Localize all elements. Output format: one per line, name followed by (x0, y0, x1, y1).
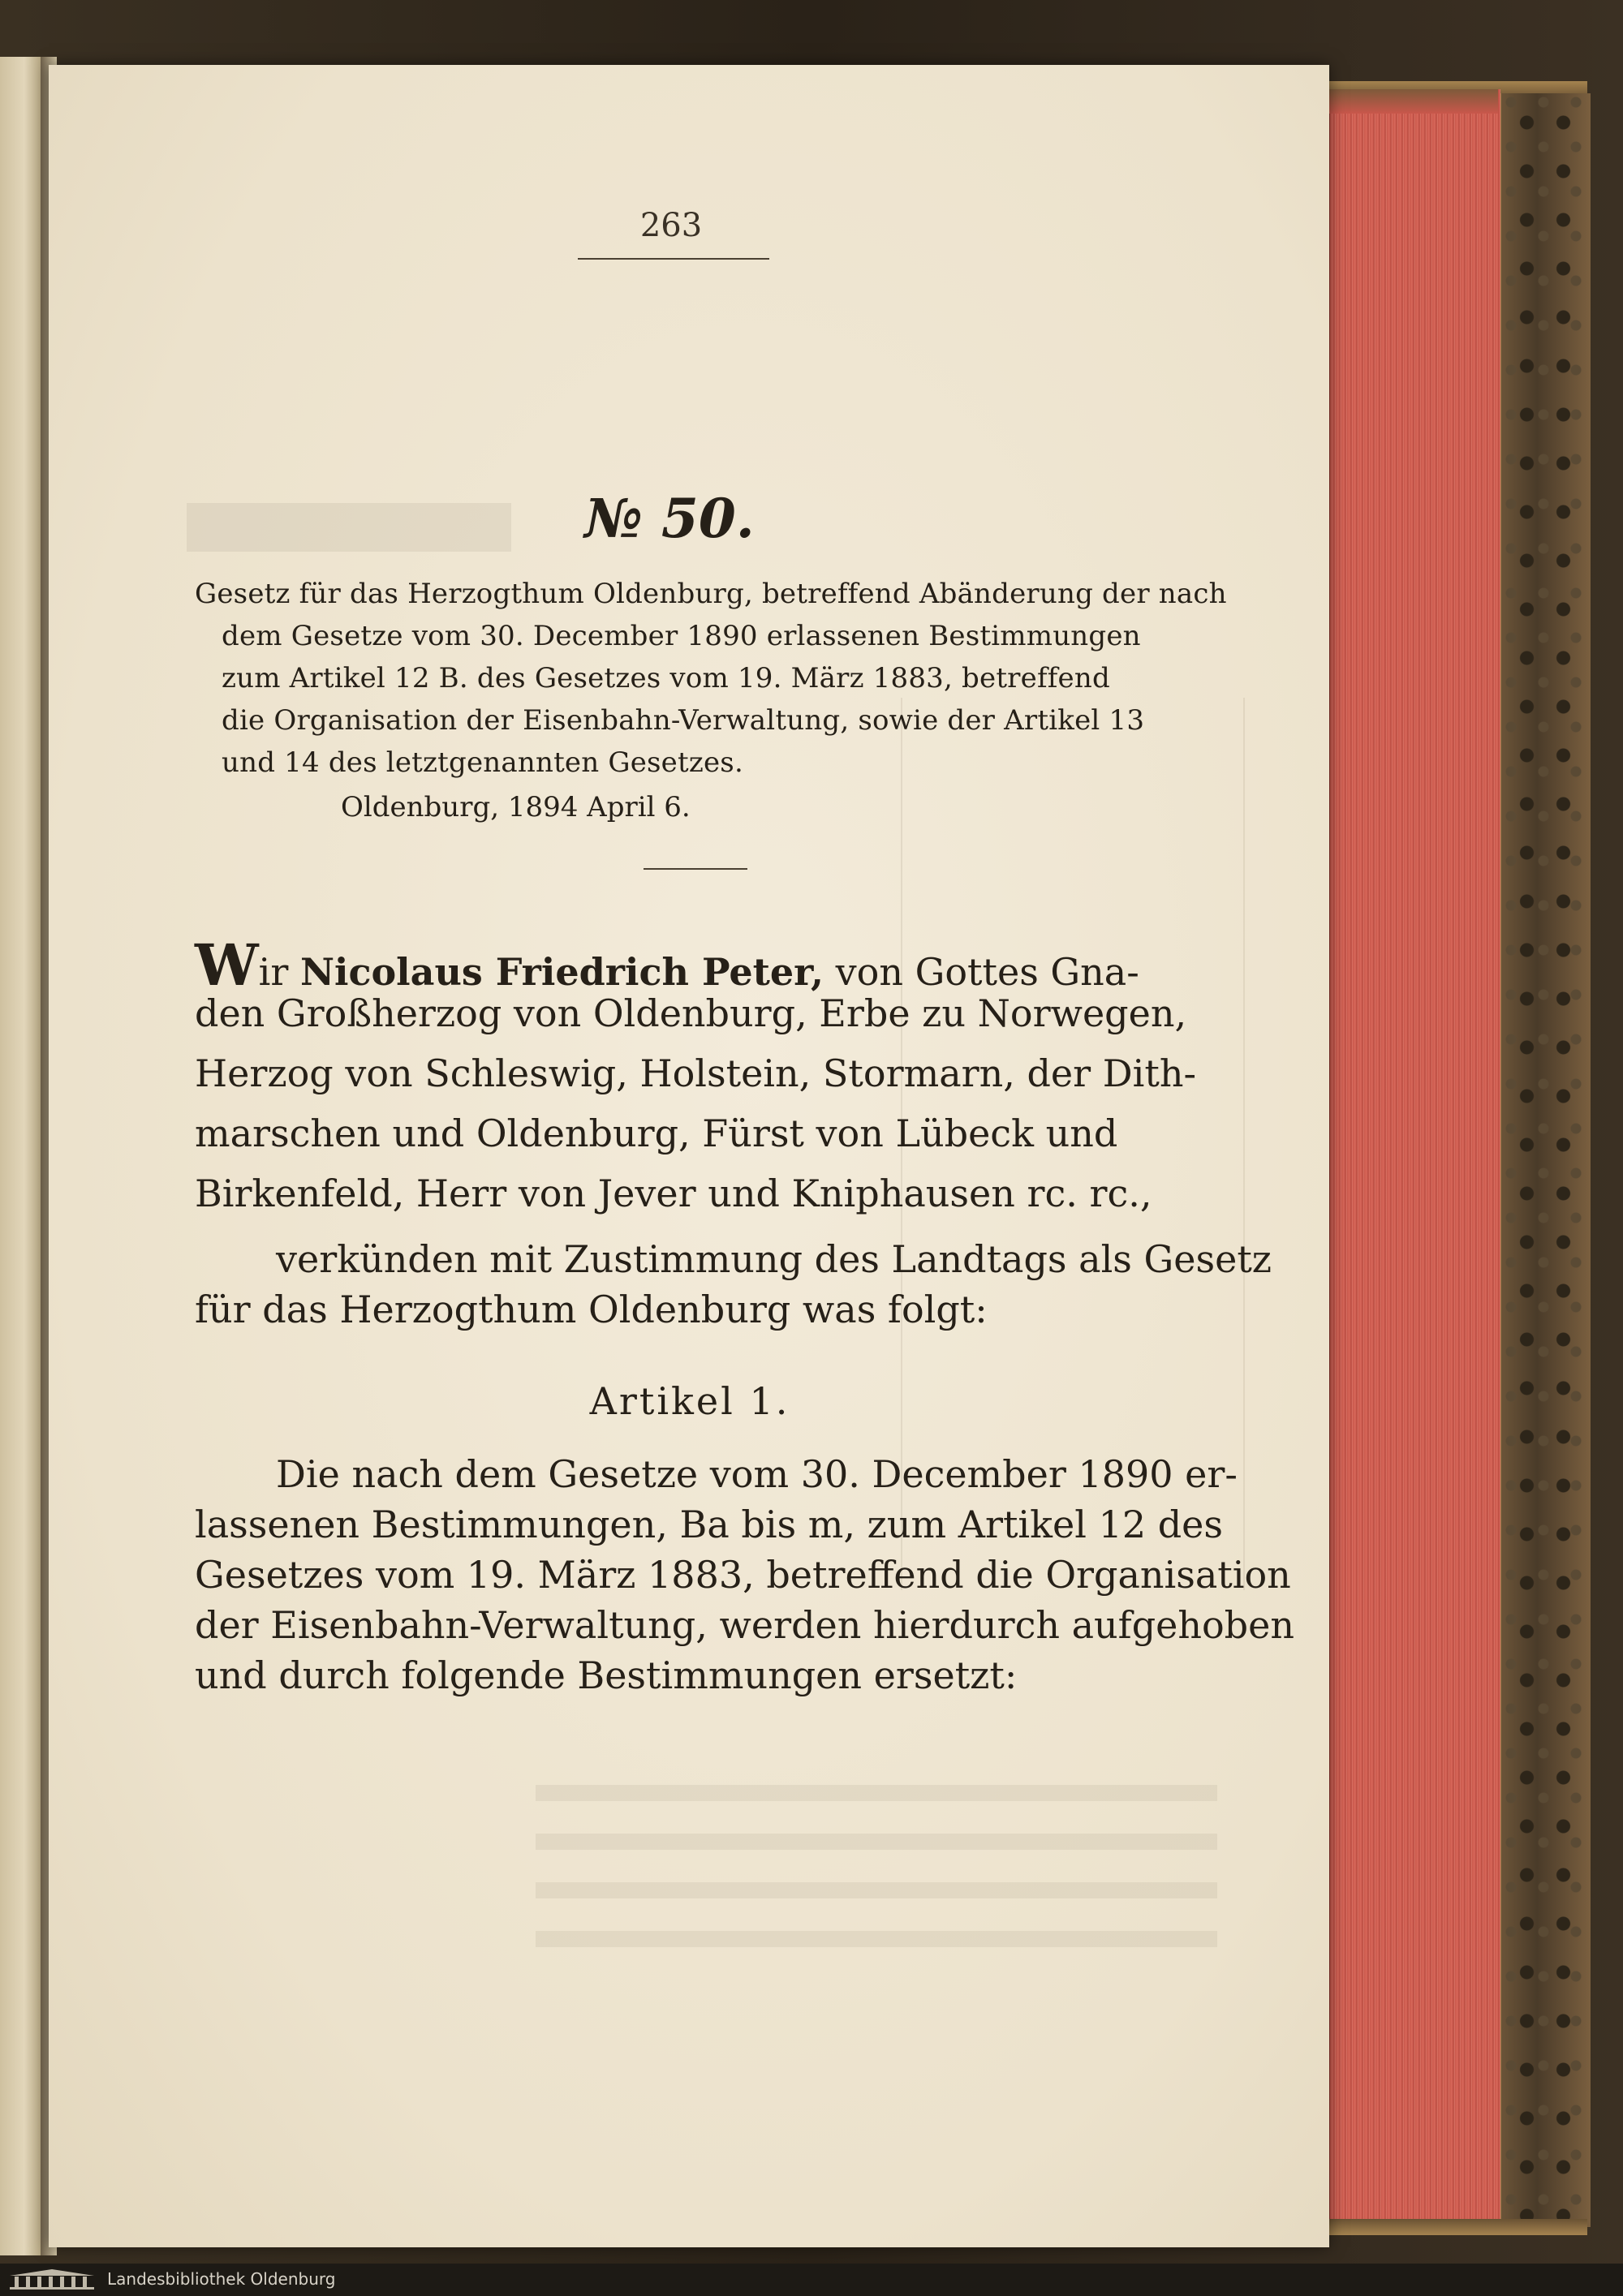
page-edges-red (1328, 89, 1500, 2231)
decree-line-1: verkünden mit Zustimmung des Landtags als Gesetz (276, 1237, 1272, 1281)
initial-rest: ir (258, 950, 289, 994)
law-number: № 50. (584, 487, 755, 550)
article-heading: Artikel 1. (589, 1379, 790, 1423)
cover-edge-bottom (1328, 2219, 1587, 2235)
proclamation-line-4: marschen und Oldenburg, Fürst von Lübeck und (195, 1111, 1118, 1155)
place-date: Oldenburg, 1894 April 6. (341, 791, 691, 823)
proclamation-line-2: den Großherzog von Oldenburg, Erbe zu Norwegen, (195, 991, 1187, 1035)
proclamation-line-5: Birkenfeld, Herr von Jever und Kniphausen rc. rc., (195, 1172, 1152, 1215)
article-line-2: lassenen Bestimmungen, Ba bis m, zum Artikel 12 des (195, 1503, 1223, 1546)
title-line-3: zum Artikel 12 B. des Gesetzes vom 19. März 1883, betreffend (222, 662, 1110, 694)
article-line-5: und durch folgende Bestimmungen ersetzt: (195, 1653, 1018, 1697)
document-page (49, 65, 1329, 2247)
bleed-through-lines (536, 1785, 1217, 1980)
bleed-through-mark (187, 503, 511, 552)
section-rule (644, 868, 747, 870)
sovereign-name: Nicolaus Friedrich Peter, (299, 950, 824, 994)
proclamation-line-3: Herzog von Schleswig, Holstein, Stormarn, der Dith- (195, 1051, 1197, 1095)
page-edges-top (1328, 89, 1498, 114)
title-line-1: Gesetz für das Herzogthum Oldenburg, betreffend Abänderung der nach (195, 578, 1227, 610)
proclamation-line-1 (195, 931, 1139, 999)
title-line-2: dem Gesetze vom 30. December 1890 erlassenen Bestimmungen (222, 620, 1141, 652)
decree-line-2: für das Herzogthum Oldenburg was folgt: (195, 1288, 988, 1331)
title-line-5: und 14 des letztgenannten Gesetzes. (222, 746, 743, 779)
article-line-1: Die nach dem Gesetze vom 30. December 1890 er- (276, 1452, 1238, 1496)
article-line-4: der Eisenbahn-Verwaltung, werden hierdurch aufgehoben (195, 1603, 1294, 1647)
page-number: 263 (639, 207, 703, 244)
article-line-3: Gesetzes vom 19. März 1883, betreffend die Organisation (195, 1553, 1291, 1597)
library-name: Landesbibliothek Oldenburg (107, 2269, 336, 2289)
header-rule (578, 258, 769, 260)
marbled-cover (1498, 93, 1591, 2227)
title-line-4: die Organisation der Eisenbahn-Verwaltung, sowie der Artikel 13 (222, 704, 1145, 737)
left-page-edge (0, 57, 41, 2255)
drop-initial: W (195, 931, 259, 999)
library-building-icon (6, 2268, 97, 2292)
proclamation-line-1-rest: von Gottes Gna- (835, 950, 1139, 994)
